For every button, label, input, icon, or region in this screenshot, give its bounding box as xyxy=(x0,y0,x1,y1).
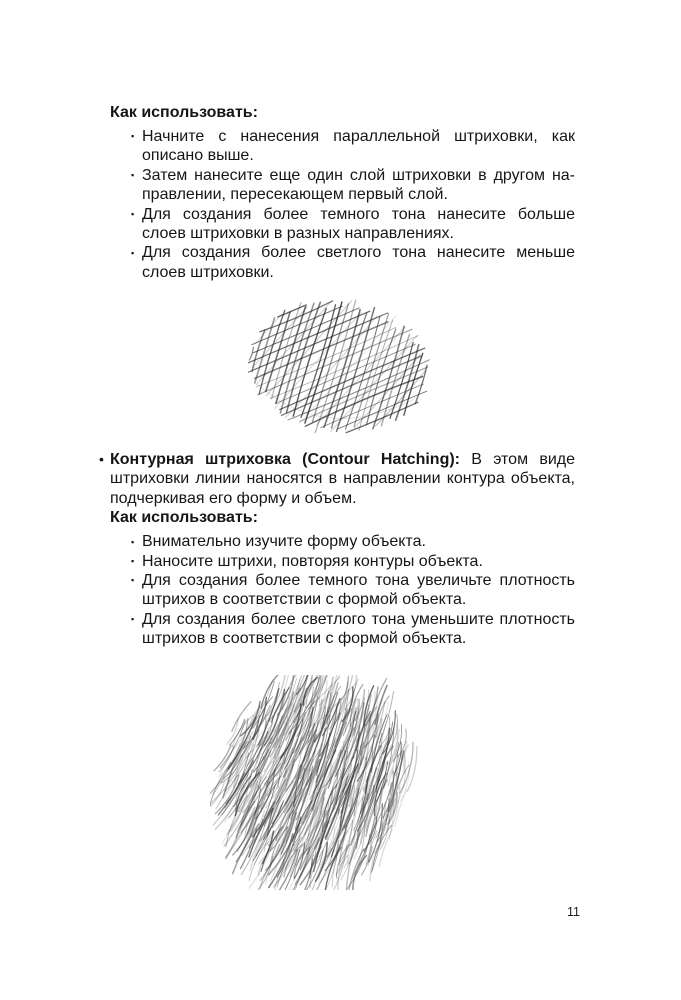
list-item xyxy=(110,610,575,649)
cross-hatching-figure xyxy=(248,292,430,442)
term-bold-text: Контурная штриховка (Contour Hatching): xyxy=(110,451,461,468)
list-item xyxy=(110,166,575,205)
contour-hatching-term xyxy=(99,450,576,508)
list-item xyxy=(110,571,575,610)
page-number: 11 xyxy=(567,905,580,919)
usage-heading-1: Как использовать: xyxy=(110,104,258,121)
list-item xyxy=(110,127,575,166)
list-item-text: Для создания более светлого тона нанесите меньше слоев штриховки. xyxy=(142,244,575,281)
section-cross-hatching-usage xyxy=(110,103,575,282)
usage-heading-2: Как использовать: xyxy=(110,509,258,527)
list-item-text: Для создания более темного тона увеличьте плотность штрихов в соответствии с формой объекта. xyxy=(142,571,575,609)
list-item-text: Начните с нанесения параллельной штриховки, как описано выше. xyxy=(142,127,575,165)
square-bullet-icon: ▪ xyxy=(131,536,135,547)
square-bullet-icon: ▪ xyxy=(131,247,135,258)
square-bullet-icon: ▪ xyxy=(131,575,135,586)
list-item xyxy=(110,205,575,244)
square-bullet-icon: ▪ xyxy=(131,556,135,567)
list-item-text: Внимательно изучите форму объекта. xyxy=(142,533,426,551)
usage-list-2 xyxy=(110,532,575,648)
round-bullet-icon: • xyxy=(99,451,104,467)
list-item xyxy=(110,243,575,282)
square-bullet-icon: ▪ xyxy=(131,614,135,625)
list-item-text: Наносите штрихи, повторяя контуры объекта. xyxy=(142,552,483,570)
list-item-text: Для создания более темного тона нанесите больше слоев штриховки в разных направлениях. xyxy=(142,205,575,242)
square-bullet-icon: ▪ xyxy=(131,209,135,220)
contour-hatching-figure xyxy=(210,675,425,890)
square-bullet-icon: ▪ xyxy=(131,170,135,181)
list-item xyxy=(110,552,575,571)
list-item-text: Для создания более светлого тона уменьшите плотность штрихов в соответствии с формой объекта. xyxy=(142,610,575,648)
list-item xyxy=(110,532,575,551)
section-contour-hatching xyxy=(99,450,576,649)
list-item-text: Затем нанесите еще один слой штриховки в другом направлении, пересекающем первый слой. xyxy=(142,166,575,204)
term-description-text: В этом виде штриховки линии наносятся в направлении контура объекта, подчеркивая его форму и объем. xyxy=(110,451,576,507)
square-bullet-icon: ▪ xyxy=(131,131,135,142)
usage-list-1 xyxy=(110,127,575,282)
